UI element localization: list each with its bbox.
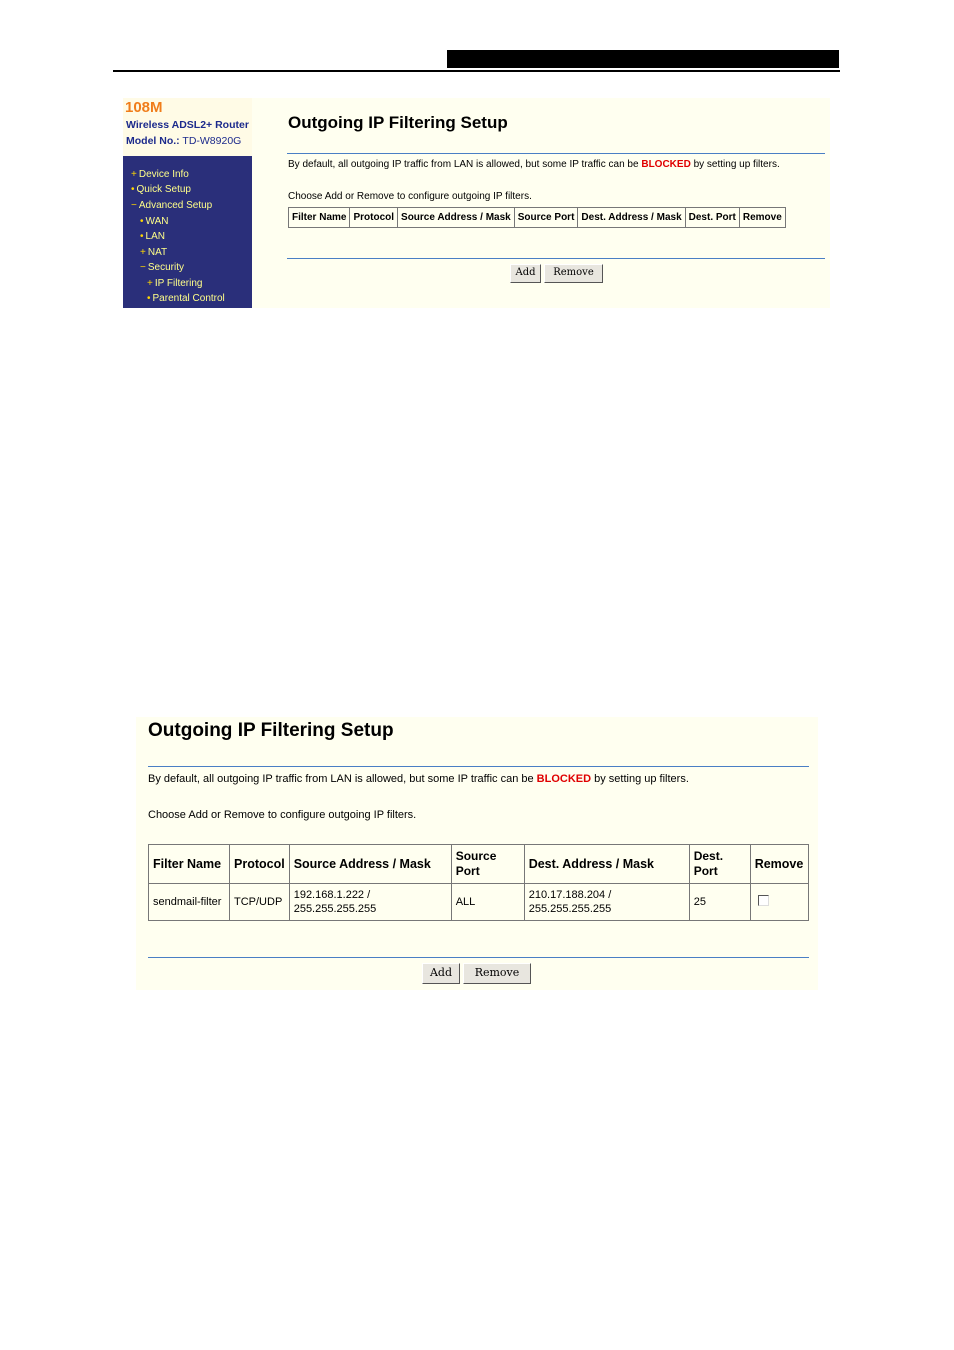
cell-dest-port: 25 xyxy=(689,884,750,921)
col-protocol: Protocol xyxy=(230,845,290,884)
sidebar-nav xyxy=(123,156,252,308)
filter-table xyxy=(148,844,809,921)
col-source-port: Source Port xyxy=(514,208,578,228)
divider xyxy=(287,258,825,259)
bullet-icon: • xyxy=(131,184,135,195)
expand-icon: + xyxy=(147,278,153,289)
col-filter-name: Filter Name xyxy=(289,208,350,228)
nav-security[interactable]: − Security xyxy=(140,262,184,273)
nav-advanced-setup[interactable]: − Advanced Setup xyxy=(131,200,213,211)
bullet-icon: • xyxy=(140,216,144,227)
col-source-address: Source Address / Mask xyxy=(398,208,515,228)
table-row xyxy=(149,884,809,921)
nav-lan[interactable]: • LAN xyxy=(140,231,165,242)
brand-speed: 108M xyxy=(125,99,163,116)
remove-button[interactable]: Remove xyxy=(544,264,603,283)
remove-button[interactable]: Remove xyxy=(463,963,531,984)
bullet-icon: • xyxy=(147,293,151,304)
header-rule xyxy=(113,70,840,72)
cell-source-address: 192.168.1.222 / 255.255.255.255 xyxy=(289,884,451,921)
filter-table xyxy=(288,207,786,228)
divider xyxy=(148,957,809,958)
nav-device-info[interactable]: + Device Info xyxy=(131,169,189,180)
col-dest-address: Dest. Address / Mask xyxy=(524,845,689,884)
divider xyxy=(287,153,825,154)
brand-model: Model No.: TD-W8920G xyxy=(126,135,242,147)
page-title: Outgoing IP Filtering Setup xyxy=(148,720,394,741)
divider xyxy=(148,766,809,767)
col-remove: Remove xyxy=(739,208,785,228)
page-title: Outgoing IP Filtering Setup xyxy=(288,113,508,132)
screenshot-filter-added xyxy=(136,717,818,990)
collapse-icon: − xyxy=(131,200,137,211)
nav-ip-filtering[interactable]: + IP Filtering xyxy=(147,278,203,289)
description: By default, all outgoing IP traffic from LAN is allowed, but some IP traffic can be BLOCKED by setting up filters. xyxy=(148,773,689,785)
cell-source-port: ALL xyxy=(451,884,524,921)
add-button[interactable]: Add xyxy=(510,264,541,283)
col-remove: Remove xyxy=(750,845,808,884)
col-source-address: Source Address / Mask xyxy=(289,845,451,884)
col-filter-name: Filter Name xyxy=(149,845,230,884)
instructions: Choose Add or Remove to configure outgoing IP filters. xyxy=(288,191,532,202)
brand-panel xyxy=(123,98,252,156)
main-content xyxy=(252,98,830,308)
bullet-icon: + xyxy=(131,169,137,180)
col-protocol: Protocol xyxy=(350,208,398,228)
expand-icon: + xyxy=(140,247,146,258)
col-dest-address: Dest. Address / Mask xyxy=(578,208,685,228)
col-source-port: Source Port xyxy=(451,845,524,884)
cell-remove xyxy=(750,884,808,921)
add-button[interactable]: Add xyxy=(422,963,460,984)
collapse-icon: − xyxy=(140,262,146,273)
screenshot-router-ui xyxy=(123,98,830,308)
col-dest-port: Dest. Port xyxy=(685,208,739,228)
nav-wan[interactable]: • WAN xyxy=(140,216,169,227)
remove-checkbox[interactable] xyxy=(758,895,769,906)
brand-product: Wireless ADSL2+ Router xyxy=(126,119,249,131)
bullet-icon: • xyxy=(140,231,144,242)
cell-dest-address: 210.17.188.204 / 255.255.255.255 xyxy=(524,884,689,921)
description: By default, all outgoing IP traffic from LAN is allowed, but some IP traffic can be BLOCKED by setting up filters. xyxy=(288,159,780,170)
instructions: Choose Add or Remove to configure outgoing IP filters. xyxy=(148,809,417,821)
col-dest-port: Dest. Port xyxy=(689,845,750,884)
cell-filter-name: sendmail-filter xyxy=(149,884,230,921)
nav-quick-setup[interactable]: • Quick Setup xyxy=(131,184,191,195)
header-bar xyxy=(447,50,839,68)
nav-nat[interactable]: + NAT xyxy=(140,247,168,258)
cell-protocol: TCP/UDP xyxy=(230,884,290,921)
nav-parental-control[interactable]: • Parental Control xyxy=(147,293,225,304)
